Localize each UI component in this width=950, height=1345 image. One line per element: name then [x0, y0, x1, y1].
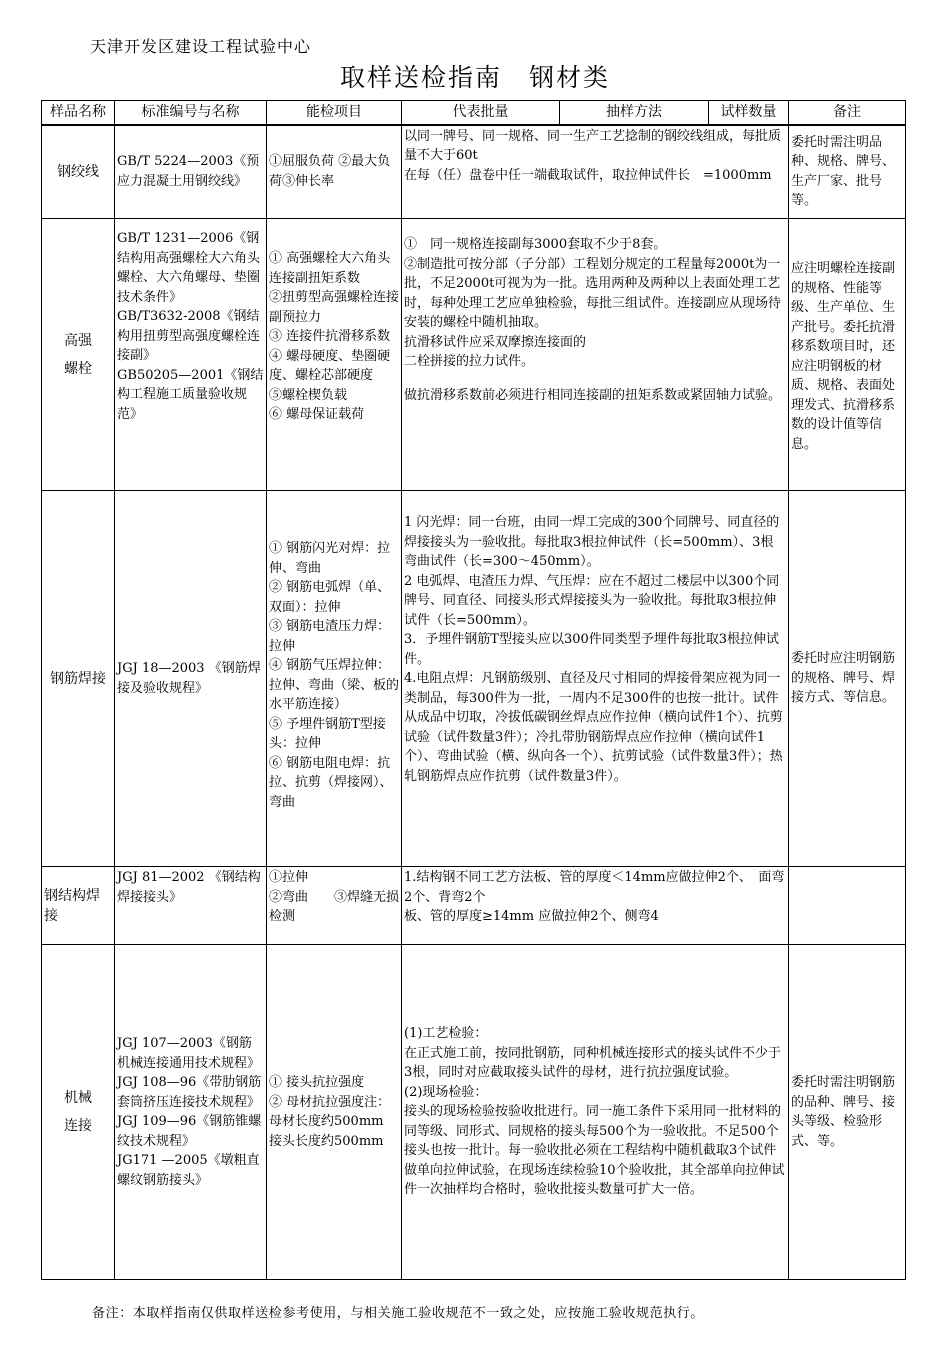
- sample-name: 高强: [64, 332, 92, 349]
- test-items-cell: [267, 125, 402, 219]
- batch-text: (1)工艺检验：: [404, 1026, 488, 1042]
- sample-name: 钢筋焊接: [50, 670, 106, 687]
- table-row: [42, 491, 906, 867]
- standard-text: GB50205—2001《钢结构工程施工质量验收规范》: [117, 367, 264, 422]
- sample-name: 连接: [64, 1118, 92, 1134]
- sample-name: 钢结构焊接: [44, 887, 100, 924]
- col-header-remark: 备注: [789, 101, 906, 125]
- test-item: ③ 连接件抗滑移系数: [269, 329, 391, 344]
- table-row: [42, 945, 906, 1280]
- page-title: 取样送检指南 钢材类: [339, 63, 610, 92]
- test-item: ② 钢筋电弧焊（单、双面）：拉伸: [269, 580, 391, 615]
- col-header-sampling-method: 抽样方法: [560, 101, 709, 125]
- test-item: ①拉伸: [269, 870, 309, 885]
- batch-text: 接头的现场检验按验收批进行。同一施工条件下采用同一批材料的同等级、同形式、同规格的接头每500个为一验收批。不足500个接头也按一批计。每一验收批必须在工程结构中随机截取3个试件做单向拉伸试验，在现场连续检验10个验收批，其全部单向拉伸试件一次抽样均合格时，验收批接头数量可扩大一倍。: [404, 1104, 785, 1198]
- standard-text: GB/T3632-2008《钢结构用扭剪型高强度螺栓连接副》: [117, 309, 261, 363]
- remark-text: 委托时需注明品种、规格、牌号、生产厂家、批号等。: [791, 134, 896, 209]
- sample-name-cell: [42, 125, 115, 219]
- test-item: ②弯曲 ③焊缝无损检测: [269, 889, 400, 924]
- sampling-guide-table: [41, 100, 906, 1280]
- batch-sampling-cell: [402, 125, 789, 219]
- batch-text: 3．予埋件钢筋T型接头应以300件同类型予埋件每批取3根拉伸试件。: [404, 632, 780, 667]
- test-item: ③ 钢筋电渣压力焊：拉伸: [269, 619, 391, 654]
- batch-text: 做抗滑移系数前必须进行相同连接副的扭矩系数或紧固轴力试验。: [404, 387, 782, 403]
- col-header-standard: 标准编号与名称: [115, 101, 267, 125]
- test-item: ① 高强螺栓大六角头连接副扭矩系数: [269, 251, 391, 286]
- standard-text: GB/T 5224—2003《预应力混凝土用钢绞线》: [117, 154, 260, 189]
- test-items-cell: [267, 219, 402, 491]
- test-items-cell: [267, 945, 402, 1280]
- sample-name-cell: [42, 219, 115, 491]
- batch-sampling-cell: [402, 491, 789, 867]
- standard-cell: [115, 125, 267, 219]
- sample-name: 螺栓: [64, 360, 92, 377]
- test-items-cell: [267, 491, 402, 867]
- test-item: ④ 螺母硬度、垫圈硬度、螺栓芯部硬度: [269, 348, 391, 383]
- sample-name-cell: [42, 945, 115, 1280]
- test-item: ⑥ 螺母保证载荷: [269, 407, 365, 422]
- batch-text: 1.结构钢不同工艺方法板、管的厚度＜14mm应做拉伸2个、 面弯2个、背弯2个: [404, 870, 785, 905]
- standard-text: JGJ 18—2003 《钢筋焊接及验收规程》: [117, 661, 261, 696]
- batch-text: 在每（任）盘卷中任一端截取试件，取拉伸试件长 =1000mm: [404, 167, 772, 183]
- batch-text: ① 同一规格连接副每3000套取不少于8套。: [404, 237, 667, 252]
- batch-sampling-cell: [402, 945, 789, 1280]
- batch-text: 抗滑移试件应采双摩擦连接面的: [404, 334, 587, 350]
- table-header-row: [42, 101, 906, 125]
- test-item: ⑥ 钢筋电阻电焊：抗拉、抗剪（焊接网）、 弯曲: [269, 755, 393, 810]
- test-item: ①屈服负荷 ②最大负荷③伸长率: [269, 154, 391, 189]
- batch-sampling-cell: [402, 219, 789, 491]
- col-header-sample-qty: 试样数量: [709, 101, 789, 125]
- sample-name: 钢绞线: [57, 163, 99, 180]
- standard-text: JGJ 81—2002 《钢结构焊接接头》: [117, 870, 261, 905]
- standard-text: JGJ 109—96《钢筋锥螺纹技术规程》: [117, 1114, 262, 1149]
- test-item: ① 接头抗拉强度: [269, 1075, 365, 1090]
- table-row: [42, 125, 906, 219]
- remark-text: 应注明螺栓连接副的规格、性能等级、生产单位、生产批号。委托抗滑移系数项目时，还应注明钢板的材质、规格、表面处理发式、抗滑移系数的设计值等信息。: [791, 261, 896, 452]
- test-item: ④ 钢筋气压焊拉伸：拉伸、弯曲（梁、板的水平筋连接）: [269, 658, 400, 712]
- batch-text: (2)现场检验：: [404, 1084, 488, 1100]
- remark-text: 委托时应注明钢筋的规格、牌号、焊接方式、等信息。: [791, 651, 896, 706]
- batch-text: 2 电弧焊、电渣压力焊、气压焊：应在不超过二楼层中以300个同牌号、同直径、同接头形式焊接接头为一验收批。每批取3根拉伸试件（长=500mm）。: [404, 573, 780, 628]
- remark-cell: [789, 219, 906, 491]
- remark-cell: [789, 125, 906, 219]
- standard-cell: [115, 945, 267, 1280]
- organization-name: 天津开发区建设工程试验中心: [90, 37, 312, 56]
- table-row: [42, 867, 906, 945]
- test-item: ① 钢筋闪光对焊：拉伸、弯曲: [269, 541, 391, 576]
- col-header-test-items: 能检项目: [267, 101, 402, 125]
- standard-cell: [115, 867, 267, 945]
- test-item: 母材长度约500mm: [269, 1114, 384, 1129]
- test-item: ⑤螺栓楔负载: [269, 387, 348, 403]
- sample-name: 机械: [64, 1090, 92, 1106]
- col-header-sample-name: 样品名称: [42, 101, 115, 125]
- footer-note: 备注：本取样指南仅供取样送检参考使用，与相关施工验收规范不一致之处，应按施工验收规范执行。: [92, 1306, 705, 1321]
- remark-text: 委托时需注明钢筋的品种、牌号、接头等级、检验形式、等。: [791, 1075, 896, 1149]
- table-row: [42, 219, 906, 491]
- standard-cell: [115, 491, 267, 867]
- test-item: 接头长度约500mm: [269, 1133, 384, 1149]
- remark-cell: [789, 945, 906, 1280]
- remark-cell: [789, 867, 906, 945]
- batch-text: 4.电阻点焊：凡钢筋级别、直径及尺寸相同的焊接骨架应视为同一类制品，每300件为一批，一周内不足300件的也按一批计。试件从成品中切取，冷拔低碳钢丝焊点应作拉伸（横向试件1个）、抗剪试验（试件数量3件）；冷扎带肋钢筋焊点应作拉伸（横向试件1个）、弯曲试验（横、纵向各一个）、抗剪试验（试件数量3件）；热轧钢筋焊点应作抗剪（试件数量3件）。: [404, 671, 783, 784]
- test-items-cell: [267, 867, 402, 945]
- batch-text: 以同一牌号、同一规格、同一生产工艺捻制的钢绞线组成，每批质量不大于60t: [404, 128, 782, 163]
- col-header-batch: 代表批量: [402, 101, 560, 125]
- batch-text: 1 闪光焊：同一台班，由同一焊工完成的300个同牌号、同直径的焊接接头为一验收批。每批取3根拉伸试件（长=500mm）、3根弯曲试件（长=300～450mm）。: [404, 515, 780, 569]
- standard-text: JG171 —2005《墩粗直螺纹钢筋接头》: [117, 1153, 260, 1188]
- sample-name-cell: [42, 491, 115, 867]
- standard-text: JGJ 108—96《带肋钢筋套筒挤压连接技术规程》: [117, 1075, 262, 1110]
- standard-text: JGJ 107—2003《钢筋机械连接通用技术规程》: [117, 1036, 261, 1071]
- batch-sampling-cell: [402, 867, 789, 945]
- standard-text: GB/T 1231—2006《钢结构用高强螺栓大六角头螺栓、大六角螺母、垫圈技术条件》: [117, 231, 261, 305]
- test-item: ② 母材抗拉强度注：: [269, 1094, 391, 1110]
- test-item: ⑤ 予埋件钢筋T型接头：拉伸: [269, 716, 386, 751]
- remark-cell: [789, 491, 906, 867]
- batch-text: ②制造批可按分部（子分部）工程划分规定的工程量每2000t为一批，不足2000t可视为为一批。选用两种及两种以上表面处理工艺时，每种处理工艺应单独检验，每批三组试件。连接副应从现场待安装的螺栓中随机抽取。: [404, 256, 782, 330]
- sample-name-cell: [42, 867, 115, 945]
- blank-line: [404, 372, 786, 386]
- batch-text: 在正式施工前，按同批钢筋，同种机械连接形式的接头试件不少于3根，同时对应截取接头试件的母材，进行抗拉强度试验。: [404, 1045, 782, 1081]
- batch-text: 二栓拼接的拉力试件。: [404, 354, 535, 369]
- batch-text: 板、管的厚度≥14mm 应做拉伸2个、侧弯4: [404, 909, 659, 924]
- test-item: ②扭剪型高强螺栓连接副预拉力: [269, 290, 400, 325]
- standard-cell: [115, 219, 267, 491]
